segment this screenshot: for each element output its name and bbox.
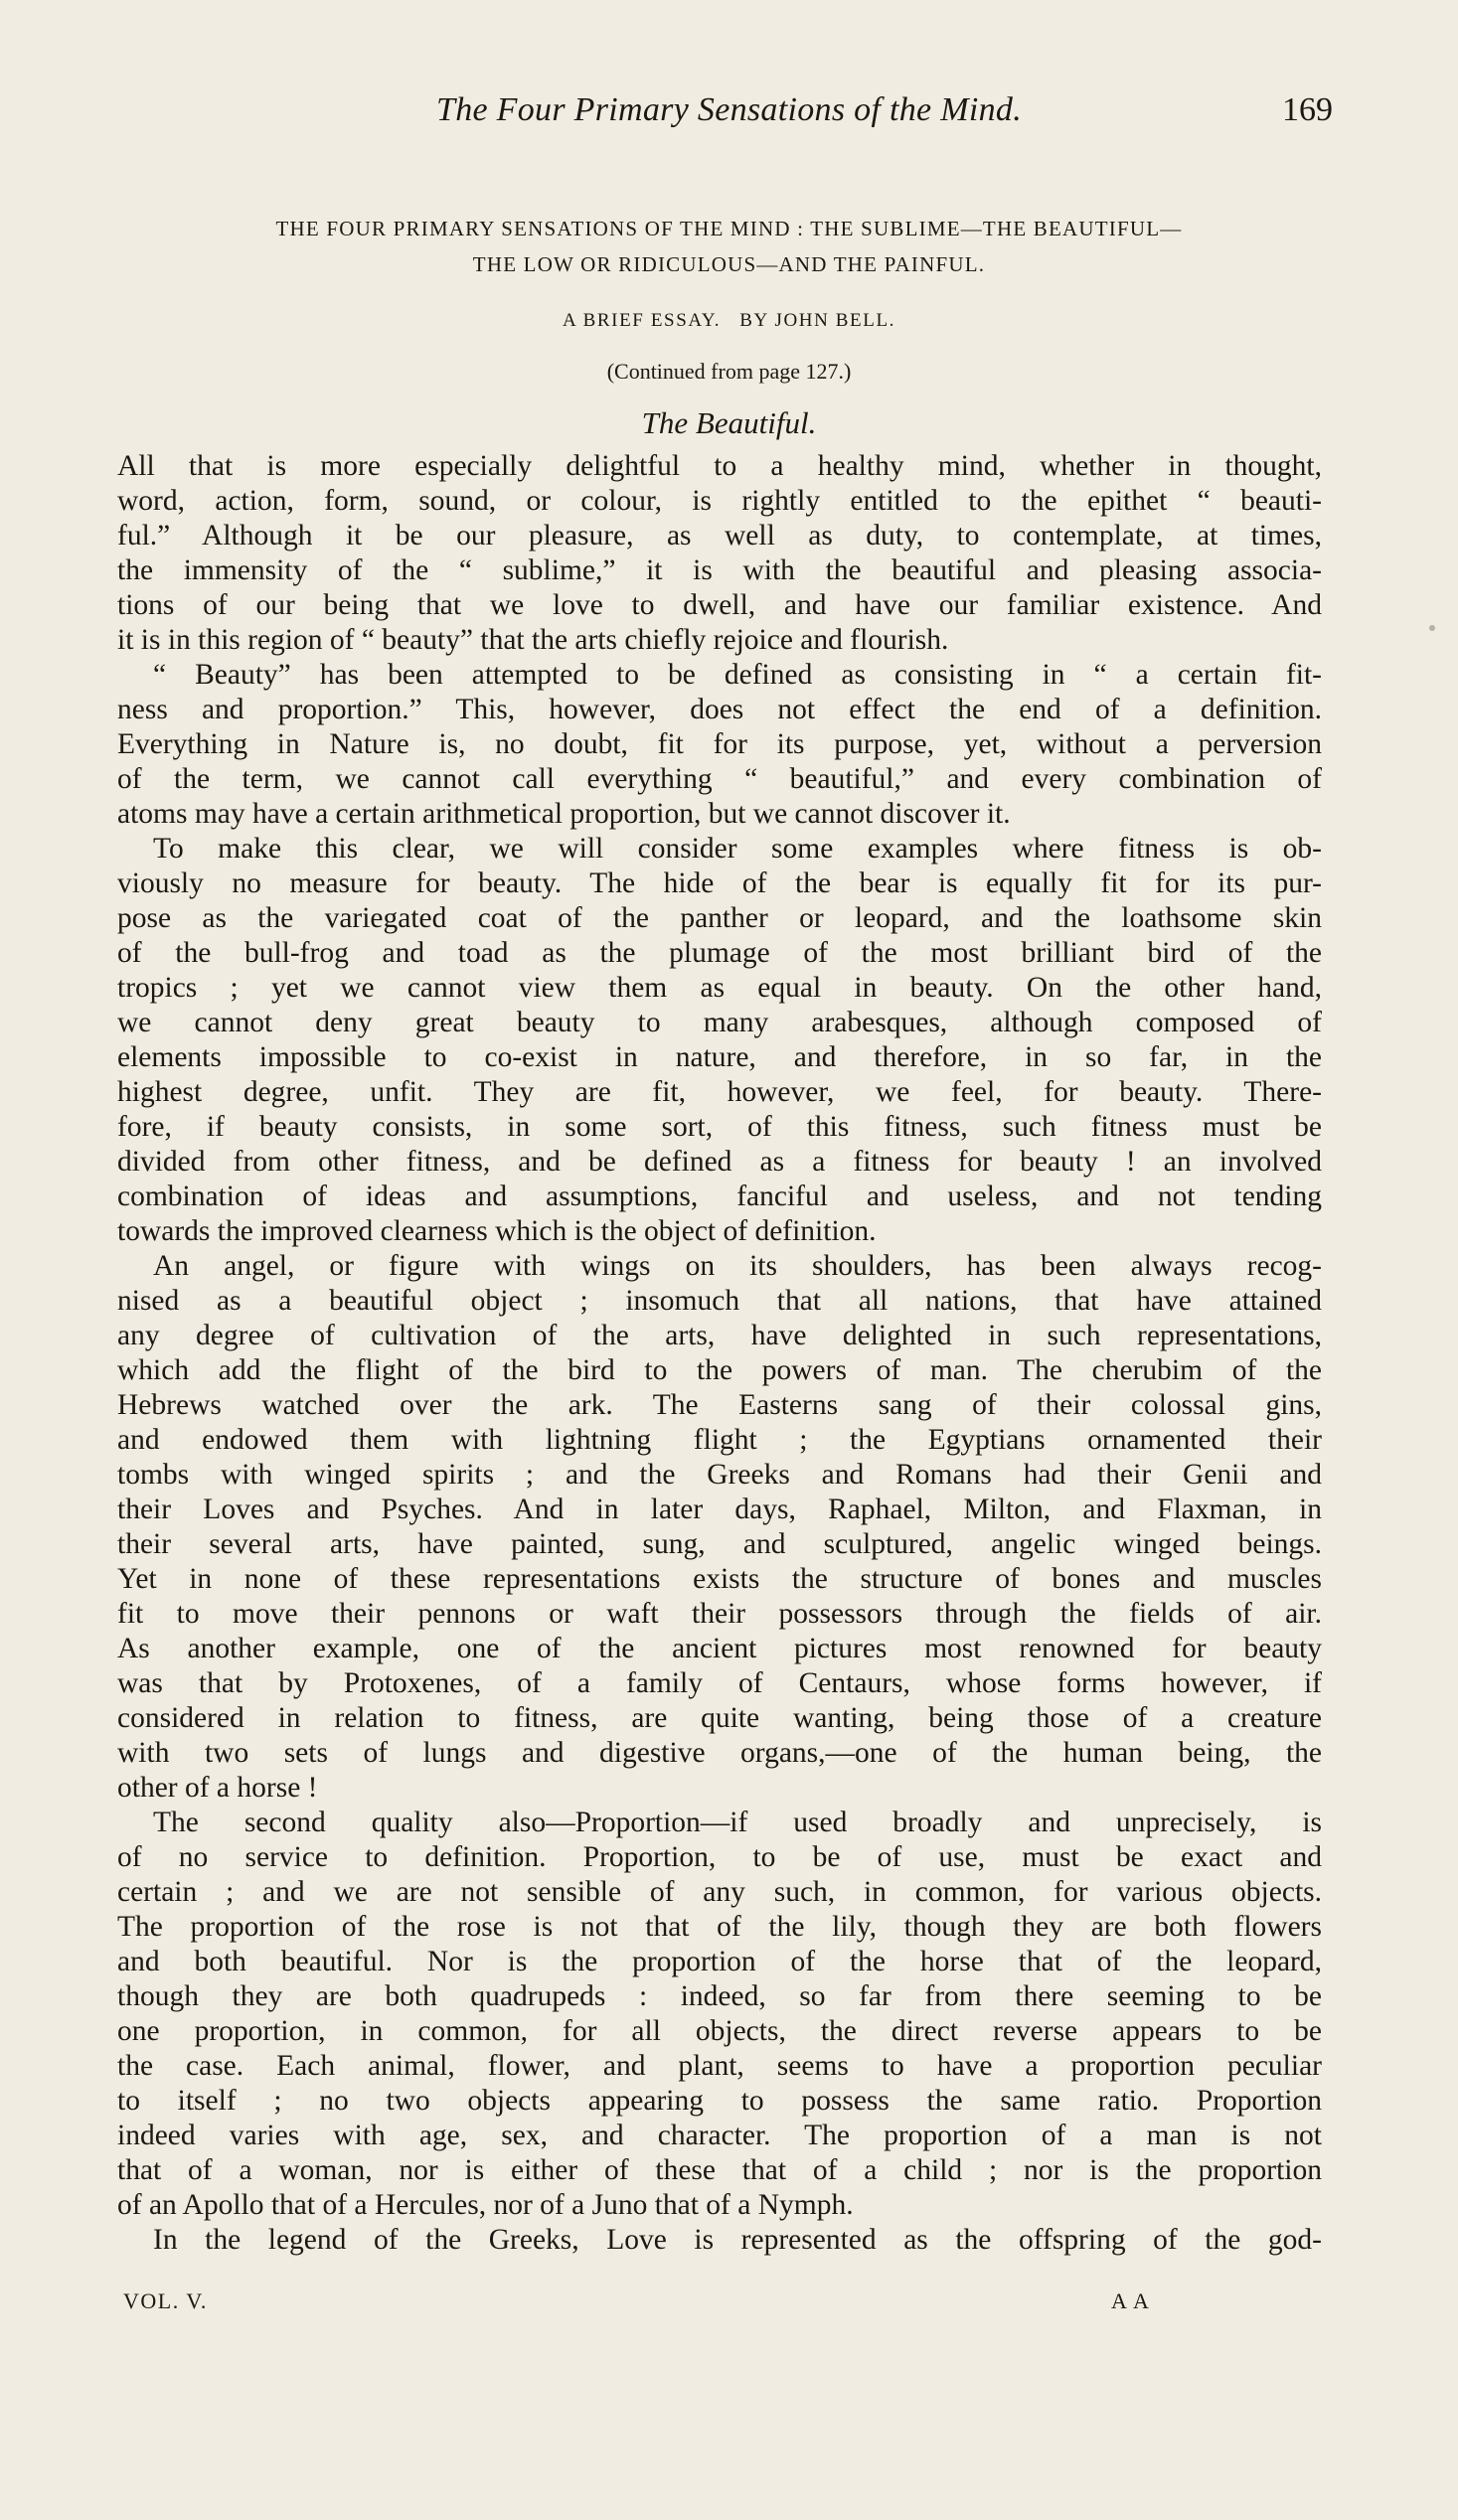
body-line: viously no measure for beauty. The hide of the bear is equally fit for its pur- — [117, 867, 1322, 899]
body-line: highest degree, unfit. They are fit, however, we feel, for beauty. There- — [117, 1076, 1322, 1108]
body-line: of the bull-frog and toad as the plumage of the most brilliant bird of the — [117, 937, 1322, 969]
body-line: All that is more especially delightful to a healthy mind, whether in thought, — [117, 450, 1322, 482]
body-line: the case. Each animal, flower, and plant, seems to have a proportion peculiar — [117, 2050, 1322, 2082]
body-line: In the legend of the Greeks, Love is represented as the offspring of the god- — [153, 2224, 1322, 2256]
body-line: ness and proportion.” This, however, does not effect the end of a definition. — [117, 694, 1322, 725]
body-line: and endowed them with lightning flight ; the Egyptians ornamented their — [117, 1424, 1322, 1456]
body-line: their several arts, have painted, sung, and sculptured, angelic winged beings. — [117, 1528, 1322, 1560]
body-line: of an Apollo that of a Hercules, nor of a Juno that of a Nymph. — [117, 2189, 854, 2221]
body-line: divided from other fitness, and be defined as a fitness for beauty ! an involved — [117, 1146, 1322, 1178]
body-line: though they are both quadrupeds : indeed, so far from there seeming to be — [117, 1980, 1322, 2012]
body-line: tombs with winged spirits ; and the Greeks and Romans had their Genii and — [117, 1459, 1322, 1491]
body-line: of no service to definition. Proportion, to be of use, must be exact and — [117, 1841, 1322, 1873]
signature-mark: A A — [1111, 2288, 1151, 2313]
body-line: nised as a beautiful object ; insomuch that all nations, that have attained — [117, 1285, 1322, 1317]
body-line: The proportion of the rose is not that of the lily, though they are both flowers — [117, 1911, 1322, 1943]
body-line: of the term, we cannot call everything “ beautiful,” and every combination of — [117, 763, 1322, 795]
body-line: To make this clear, we will consider some examples where fitness is ob- — [153, 833, 1322, 865]
body-line: to itself ; no two objects appearing to possess the same ratio. Proportion — [117, 2085, 1322, 2117]
body-line: other of a horse ! — [117, 1772, 318, 1804]
body-line: considered in relation to fitness, are quite wanting, being those of a creature — [117, 1702, 1322, 1734]
body-line: we cannot deny great beauty to many arabesques, although composed of — [117, 1007, 1322, 1038]
body-line: combination of ideas and assumptions, fanciful and useless, and not tending — [117, 1181, 1322, 1212]
continued-note: (Continued from page 127.) — [606, 359, 852, 384]
byline: A BRIEF ESSAY. BY JOHN BELL. — [563, 310, 895, 331]
body-line: elements impossible to co-exist in nature, and therefore, in so far, in the — [117, 1041, 1322, 1073]
body-line: As another example, one of the ancient pictures most renowned for beauty — [117, 1633, 1322, 1664]
paper-speck — [1429, 625, 1435, 631]
body-line: the immensity of the “ sublime,” it is with the beautiful and pleasing associa- — [117, 554, 1322, 586]
body-line: tropics ; yet we cannot view them as equal in beauty. On the other hand, — [117, 972, 1322, 1004]
section-heading: The Beautiful. — [641, 405, 817, 440]
running-title: The Four Primary Sensations of the Mind. — [435, 91, 1023, 128]
page-number: 169 — [1282, 91, 1333, 128]
article-title — [94, 211, 1364, 282]
body-line: Yet in none of these representations exists the structure of bones and muscles — [117, 1563, 1322, 1595]
body-line: it is in this region of “ beauty” that the arts chiefly rejoice and flourish. — [117, 624, 949, 656]
volume-label: VOL. V. — [123, 2288, 208, 2313]
body-line: any degree of cultivation of the arts, have delighted in such representations, — [117, 1320, 1322, 1351]
body-line: An angel, or figure with wings on its shoulders, has been always recog- — [153, 1250, 1322, 1282]
body-line: Hebrews watched over the ark. The Easterns sang of their colossal gins, — [117, 1389, 1322, 1421]
body-line: ful.” Although it be our pleasure, as well as duty, to contemplate, at times, — [117, 520, 1322, 551]
body-line: The second quality also—Proportion—if used broadly and unprecisely, is — [153, 1807, 1322, 1838]
body-text — [117, 449, 1322, 2258]
body-line: tions of our being that we love to dwell, and have our familiar existence. And — [117, 589, 1322, 621]
body-line: which add the flight of the bird to the powers of man. The cherubim of the — [117, 1354, 1322, 1386]
body-line: pose as the variegated coat of the panther or leopard, and the loathsome skin — [117, 902, 1322, 934]
page-footer — [117, 2288, 1341, 2318]
body-line: fit to move their pennons or waft their possessors through the fields of air. — [117, 1598, 1322, 1630]
article-title-line-2: THE LOW OR RIDICULOUS—AND THE PAINFUL. — [472, 252, 986, 276]
body-line: Everything in Nature is, no doubt, fit for its purpose, yet, without a perversion — [117, 728, 1322, 760]
body-line: with two sets of lungs and digestive organs,—one of the human being, the — [117, 1737, 1322, 1769]
running-head — [117, 91, 1341, 137]
body-line: certain ; and we are not sensible of any such, in common, for various objects. — [117, 1876, 1322, 1908]
body-line: their Loves and Psyches. And in later days, Raphael, Milton, and Flaxman, in — [117, 1494, 1322, 1525]
body-line: towards the improved clearness which is the object of definition. — [117, 1215, 877, 1247]
article-title-line-1: THE FOUR PRIMARY SENSATIONS OF THE MIND : THE SUBLIME—THE BEAUTIFUL— — [275, 217, 1183, 240]
body-line: atoms may have a certain arithmetical proportion, but we cannot discover it. — [117, 798, 1011, 830]
body-line: “ Beauty” has been attempted to be defined as consisting in “ a certain fit- — [153, 659, 1322, 691]
body-line: fore, if beauty consists, in some sort, of this fitness, such fitness must be — [117, 1111, 1322, 1143]
body-line: and both beautiful. Nor is the proportion of the horse that of the leopard, — [117, 1946, 1322, 1977]
body-line: word, action, form, sound, or colour, is rightly entitled to the epithet “ beauti- — [117, 485, 1322, 517]
body-line: indeed varies with age, sex, and character. The proportion of a man is not — [117, 2120, 1322, 2151]
body-line: one proportion, in common, for all objects, the direct reverse appears to be — [117, 2015, 1322, 2047]
body-line: that of a woman, nor is either of these that of a child ; nor is the proportion — [117, 2154, 1322, 2186]
body-line: was that by Protoxenes, of a family of Centaurs, whose forms however, if — [117, 1667, 1322, 1699]
